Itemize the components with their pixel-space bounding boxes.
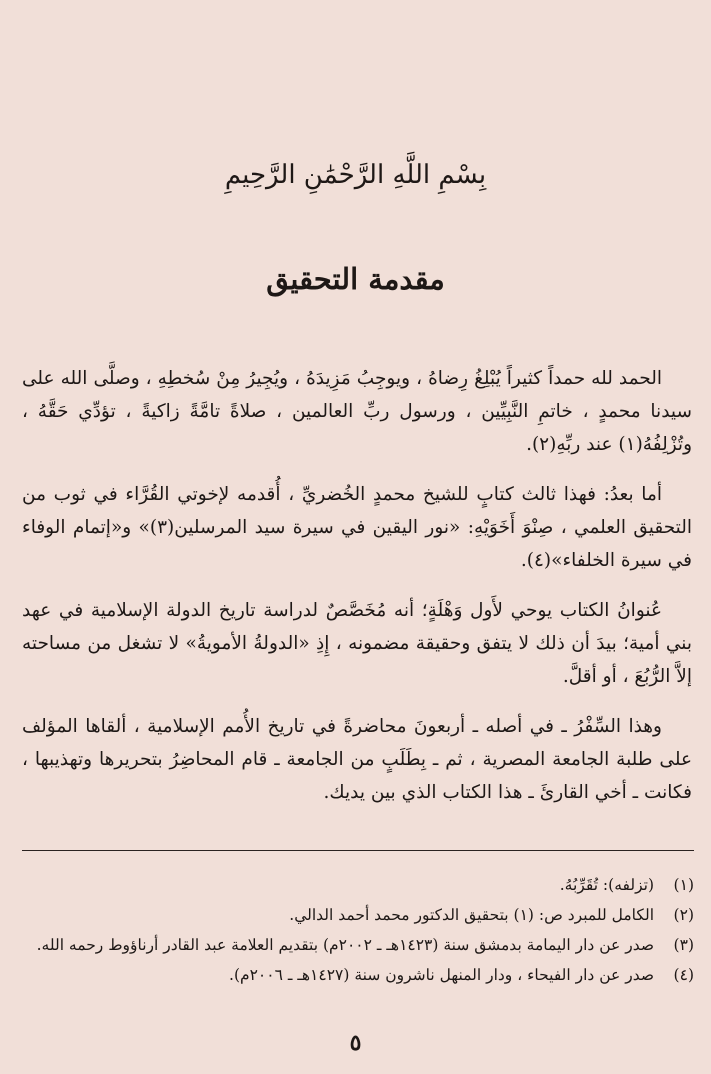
- footnote-text: صدر عن دار الفيحاء ، ودار المنهل ناشرون سنة (١٤٢٧هـ ـ ٢٠٠٦م).: [229, 966, 654, 984]
- body-text: [22, 362, 692, 826]
- footnote-number: (٣): [673, 936, 694, 954]
- paragraph-2: أما بعدُ: فهذا ثالث كتابٍ للشيخ محمدٍ الخُضريِّ ، أُقدمه لإخوتي القُرَّاء في ثوب من التحقيق العلمي ، صِنْوَ أَخَوَيْهِ: «نور اليقين في سيرة سيد المرسلين(٣)» و«إتمام الوفاء في سيرة الخلفاء»(٤).: [22, 484, 692, 571]
- footnote-divider: [22, 850, 694, 851]
- page-title: مقدمة التحقيق: [266, 262, 445, 296]
- paragraph-1: الحمد لله حمداً كثيراً يُبْلِغُ رِضاهُ ، ويوجِبُ مَزِيدَهُ ، ويُجِيرُ مِنْ سُخطِهِ ، وصلَّى الله على سيدنا محمدٍ ، خاتمِ النَّبِيِّين ، ورسول ربِّ العالمين ، صلاةً تامَّةً زاكيةً ، تؤدِّي حَقَّهُ ، وتُزْلِفُهُ(١) عند ربِّهِ(٢).: [22, 368, 692, 455]
- basmala-heading: بِسْمِ اللَّهِ الرَّحْمَٰنِ الرَّحِيمِ: [224, 160, 487, 190]
- footnote-item: [22, 900, 694, 930]
- footnotes: [22, 870, 694, 990]
- footnote-text: صدر عن دار اليمامة بدمشق سنة (١٤٢٣هـ ـ ٢٠٠٢م) بتقديم العلامة عبد القادر أرناؤوط رحمه الله.: [36, 936, 654, 954]
- footnote-text: (تزلفه): تُقَرِّبُهُ.: [559, 876, 654, 894]
- page-number: ٥: [349, 1030, 362, 1056]
- footnote-item: [22, 930, 694, 960]
- footnote-number: (٤): [673, 966, 694, 984]
- footnote-item: [22, 960, 694, 990]
- footnote-number: (٢): [673, 906, 694, 924]
- paragraph-3: عُنوانُ الكتاب يوحي لأَول وَهْلَةٍ؛ أنه مُخَصَّصٌ لدراسة تاريخ الدولة الإسلامية في عهد بني أمية؛ بيدَ أن ذلك لا يتفق وحقيقة مضمونه ، إِذِ «الدولةُ الأمويةُ» لا تشغل من مساحته إلاَّ الرُّبُعَ ، أو أقلَّ.: [22, 600, 692, 687]
- footnote-number: (١): [673, 876, 694, 894]
- footnote-item: [22, 870, 694, 900]
- paragraph-4: وهذا السِّفْرُ ـ في أصله ـ أربعونَ محاضرةً في تاريخ الأُمم الإسلامية ، ألقاها المؤلف على طلبة الجامعة المصرية ، ثم ـ بِطَلَبٍ من الجامعة ـ قام المحاضِرُ بتحريرها وتهذيبها ، فكانت ـ أخي القارئَ ـ هذا الكتاب الذي بين يديك.: [22, 716, 692, 803]
- footnote-text: الكامل للمبرد ص: (١) بتحقيق الدكتور محمد أحمد الدالي.: [289, 906, 654, 924]
